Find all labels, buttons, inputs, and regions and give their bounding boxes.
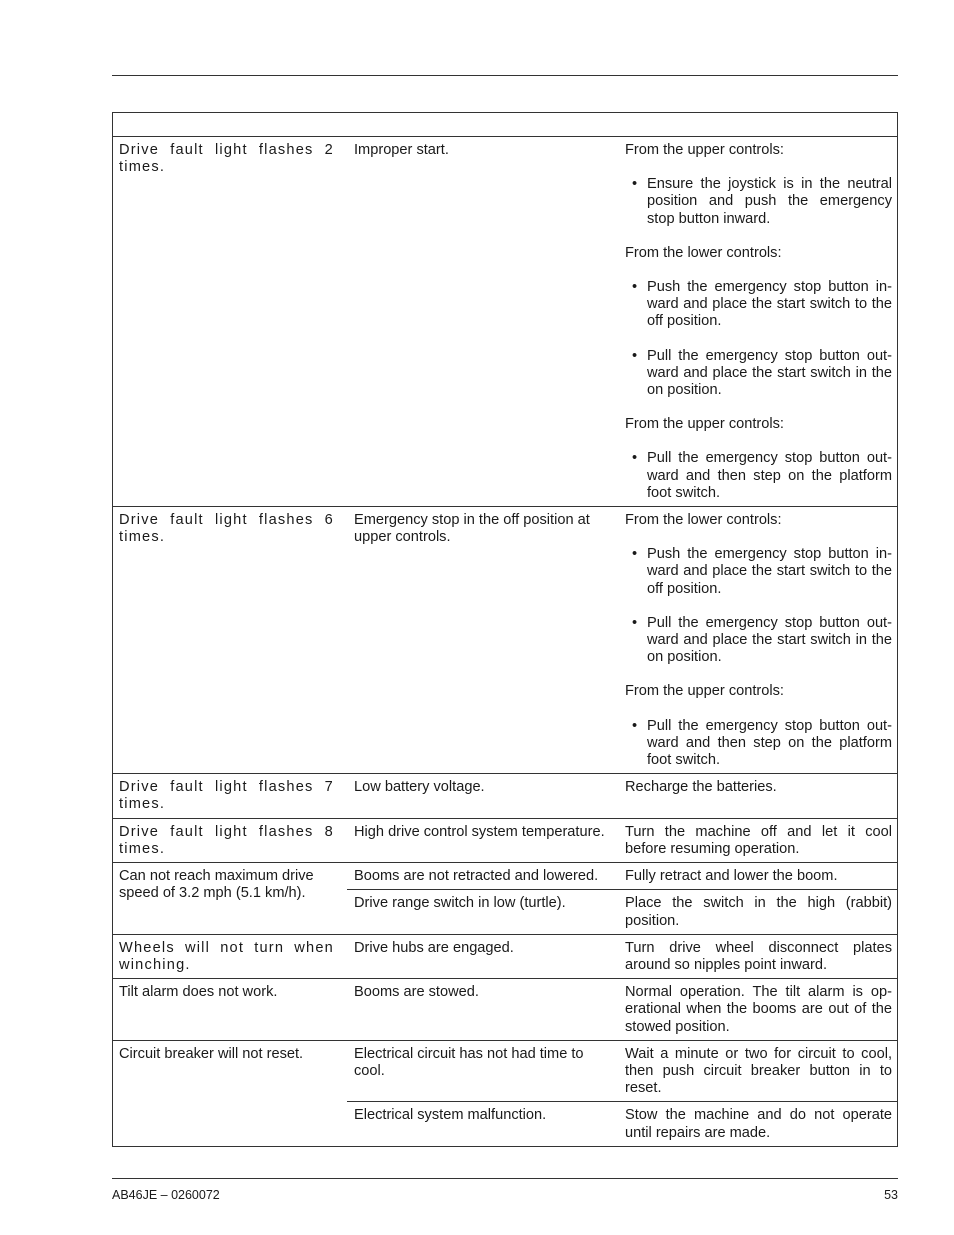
remedy-bullet [625, 450, 892, 502]
remedy-cell [618, 979, 897, 1040]
cause-cell: High drive control system temperature. [354, 823, 605, 840]
remedy-paragraph: From the lower controls: [625, 512, 782, 529]
symptom-cell: Drive fault light flashes 2 times. [119, 142, 334, 176]
bullet-text: Pull the emergency stop button outward and then step on the platform foot switch. [647, 717, 892, 769]
page-number: 53 [884, 1188, 898, 1202]
symptom-cell: Circuit breaker will not reset. [119, 1045, 304, 1062]
remedy-bullet [625, 279, 892, 331]
cause-cell: Drive hubs are engaged. [354, 939, 514, 956]
table-row [113, 774, 897, 818]
table-body [113, 137, 897, 1146]
cause-remedy-pair [340, 774, 897, 800]
table-row [113, 935, 897, 979]
table-header-row [113, 113, 897, 137]
cause-remedy-group [340, 1041, 897, 1146]
remedy-paragraph: Normal operation. The tilt alarm is operational when the booms are out of the stowed position. [625, 984, 892, 1035]
remedy-paragraph: Stow the machine and do not operate until repairs are made. [625, 1107, 892, 1141]
remedy-cell [618, 507, 897, 773]
cause-cell: Low battery voltage. [354, 779, 485, 796]
cause-remedy-pair [340, 979, 897, 1040]
cause-remedy-group [340, 863, 897, 934]
cause-cell: Emergency stop in the off position at upper controls. [354, 512, 590, 546]
remedy-bullet [625, 176, 892, 228]
cause-remedy-pair [340, 1041, 897, 1102]
remedy-paragraph: Wait a minute or two for circuit to cool, then push circuit breaker button in to reset. [625, 1045, 892, 1097]
cause-remedy-group [340, 935, 897, 978]
bullet-icon: • [632, 279, 638, 296]
bullet-text: Ensure the joystick is in the neutral position and push the emergency stop button inward. [647, 176, 892, 227]
table-row [113, 863, 897, 935]
remedy-paragraph: Fully retract and lower the boom. [625, 868, 838, 885]
document-id: AB46JE – 0260072 [112, 1188, 220, 1202]
remedy-bullet [625, 546, 892, 598]
cause-cell: Drive range switch in low (turtle). [347, 889, 618, 933]
cause-remedy-group [340, 137, 897, 506]
troubleshooting-table [112, 112, 898, 1147]
symptom-cell: Can not reach maximum drive speed of 3.2 mph (5.1 km/h). [119, 868, 314, 902]
cause-remedy-group [340, 507, 897, 773]
cause-remedy-pair [340, 819, 897, 862]
remedy-cell [618, 1101, 897, 1145]
remedy-paragraph: From the upper controls: [625, 142, 784, 158]
remedy-paragraph: Place the switch in the high (rabbit) position. [625, 895, 892, 929]
remedy-paragraph: From the lower controls: [625, 244, 782, 261]
remedy-cell [618, 774, 897, 800]
cause-cell: Electrical system malfunction. [347, 1101, 618, 1145]
bullet-icon: • [632, 546, 638, 563]
remedy-paragraph: Turn drive wheel disconnect plates around so nipples point inward. [625, 939, 892, 973]
remedy-cell [618, 935, 897, 978]
symptom-cell: Tilt alarm does not work. [119, 984, 278, 1001]
bullet-icon: • [632, 450, 638, 467]
remedy-bullet [625, 615, 892, 667]
remedy-cell [618, 889, 897, 933]
remedy-bullet [625, 718, 892, 770]
bullet-text: Push the emergency stop button inward and place the start switch to the off position. [647, 279, 892, 330]
bullet-icon: • [632, 176, 638, 193]
remedy-paragraph: Turn the machine off and let it cool before resuming operation. [625, 823, 892, 857]
bullet-icon: • [632, 347, 638, 364]
bullet-icon: • [632, 614, 638, 631]
remedy-paragraph: From the upper controls: [625, 683, 784, 700]
table-row [113, 1041, 897, 1146]
cause-cell: Booms are not retracted and lowered. [354, 868, 599, 885]
symptom-cell: Drive fault light flashes 6 times. [119, 512, 334, 546]
remedy-cell [618, 137, 897, 506]
cause-remedy-group [340, 979, 897, 1040]
cause-cell: Improper start. [354, 142, 449, 158]
cause-remedy-pair [340, 1101, 897, 1145]
footer-rule [112, 1178, 898, 1179]
table-row [113, 137, 897, 507]
cause-remedy-group [340, 819, 897, 862]
cause-remedy-pair [340, 889, 897, 933]
bullet-text: Pull the emergency stop button outward and place the start switch in the on position. [647, 614, 892, 666]
symptom-cell: Wheels will not turn when winching. [119, 939, 334, 973]
remedy-cell [618, 819, 897, 862]
cause-remedy-pair [340, 507, 897, 773]
cause-cell: Electrical circuit has not had time to cool. [354, 1045, 584, 1079]
symptom-cell: Drive fault light flashes 8 times. [119, 823, 334, 857]
table-row [113, 979, 897, 1041]
table-row [113, 819, 897, 863]
cause-cell: Booms are stowed. [354, 984, 479, 1001]
cause-remedy-pair [340, 935, 897, 978]
remedy-paragraph: From the upper controls: [625, 416, 784, 433]
cause-remedy-group [340, 774, 897, 817]
table-row [113, 507, 897, 774]
bullet-text: Pull the emergency stop button outward and place the start switch in the on position. [647, 347, 892, 399]
cause-remedy-pair [340, 863, 897, 889]
remedy-bullet [625, 348, 892, 400]
remedy-cell [618, 1041, 897, 1102]
bullet-text: Push the emergency stop button inward and place the start switch to the off position. [647, 546, 892, 597]
bullet-text: Pull the emergency stop button outward and then step on the platform foot switch. [647, 450, 892, 501]
symptom-cell: Drive fault light flashes 7 times. [119, 779, 334, 813]
bullet-icon: • [632, 717, 638, 734]
header-rule [112, 75, 898, 76]
remedy-cell [618, 863, 897, 889]
cause-remedy-pair [340, 137, 897, 506]
remedy-paragraph: Recharge the batteries. [625, 779, 777, 796]
